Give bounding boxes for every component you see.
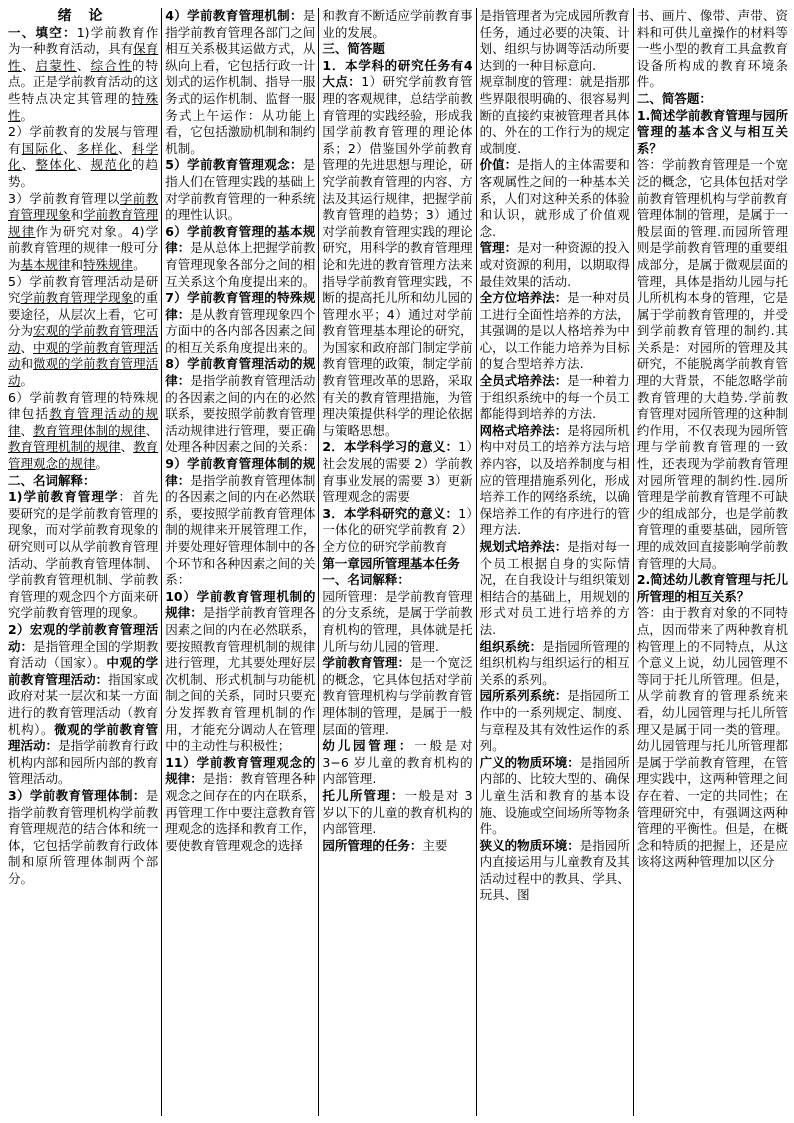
text-run: 答：学前教育管理是一个宽泛的概念，它具体包括对学前教育管理机构与学前教育管理体制的管理，是属于一般层面的管理.而园所管理则是学前教育管理的重要组成部分，是属于微观层面的管理，具体是指幼儿园与托儿所机构本身的管理，它是属于学前教育管理的，并受到学前教育管理的制约.其关系是：对园所的管理及其研究，不能脱离学前教育管理的大背景，不能忽略学前教育管理的大趋势.学前教育管理对园所管理的这种制约作用，不仅表现为园所管理与学前教育管理的一致性，还表现为学前教育管理对园所管理的制约性.园所管理是学前教育管理不可缺少的组成部分，也是学前教育管理的重要基础，园所管理的成效回直接影响学前教育管理的大局。 [636,157,789,571]
answer-blank: 学前教育管理学现象 [20,290,134,306]
text-run: 。 [20,373,34,389]
text-run: 1）一体化的研究学前教育 2）全方位的研究学前教育 [322,505,473,554]
term-label: 3．本学科研究的意义： [322,505,459,521]
paragraph [637,605,788,871]
paragraph [480,290,630,373]
term-label: 学前教育管理： [322,655,411,671]
term-label: 8）学前教育管理活动的规律： [165,356,316,389]
section-heading: 三、简答题 [322,41,385,57]
text-run: 1）社会发展的需要 2）学前教育事业发展的需要 3）更新管理观念的需要 [322,439,473,505]
paragraph [165,8,315,157]
text-run: 、 [21,157,36,173]
text-run: 6）学前教育管理的特殊规律包括 [8,389,159,422]
text-run: 、 [20,339,34,355]
paragraph [480,8,630,74]
paragraph [480,240,630,290]
text-run: 作为研究对象。4)学前教育管理的规律一般可分为 [8,223,159,272]
term-label: 微观的学前教育管理活动： [8,721,159,754]
text-run: 是从总体上把握学前教育管理现象各部分之间的相互关系这个角度提出来的。 [165,240,316,289]
text-run: 3）学前教育管理以 [8,190,120,206]
text-run: 是指管理者为完成园所教育任务，通过必要的决策、计划、组织与协调等活动所要达到的一种目标意向. [479,8,630,73]
text-run: 和 [70,207,84,223]
term-label: 园所管理的任务： [322,837,423,853]
paragraph [480,755,630,838]
term-label: 网格式培养法： [479,422,568,438]
text-run: 是对一种资源的投入或对资源的利用，以期取得最佳效果的活动. [479,240,630,289]
term-label: 1．本学科的研究任务有4大点： [322,57,473,90]
text-run: 是指人的主体需要和客观属性之间的一种基本关系，人们对这种关系的体验和认识，就形成了价值观念. [479,157,630,239]
paragraph [637,157,788,572]
answer-blank: 特殊性 [8,90,159,123]
paragraph [480,688,630,754]
paragraph [322,506,472,556]
column-3 [319,8,476,1116]
text-run: 的重要途径，从层次上看，它可分为 [8,290,159,339]
text-run: 、 [63,140,77,156]
answer-blank: 基本规律 [20,256,71,272]
text-run: 是将园所机构中对员工的培养方法与培养内容，以及培养制度与相应的管理措施系列化，形成培养工作的网络系统，以确保培养工作的有序进行的管理方法. [479,422,630,538]
text-run: 1)学前教育作为一种教育活动，具有 [8,24,159,57]
term-label: 全方位培养法： [479,290,568,306]
term-label: 组织系统： [479,638,543,654]
paragraph [8,274,158,390]
paragraph [8,25,158,125]
paragraph [322,655,472,738]
paragraph [8,191,158,274]
text-run: 是一种着力于组织系统中的每一个员工都能得到培养的方法. [479,373,630,422]
paragraph [165,224,315,290]
term-label: 3）学前教育管理体制： [8,787,146,803]
paragraph [165,456,315,589]
text-run: 1）研究学前教育管理的客观规律，总结学前教育管理的实践经验，形成我国学前教育管理的理论体系；2）借鉴国外学前教育管理的先进思想与理论，研究学前教育管理的内容、方法及其运行规律，把握学前教育管理的趋势；3）通过对学前教育管理实践的理论研究，用科学的教育管理理论和先进的教育管理方法来指导学前教育管理实践，不断的提高托儿所和幼儿园的管理水平；4）通过对学前教育管理基本理论的研究，为国家和政府部门制定学前教育管理的政策，制定学前教育管理改革的思路，采取有关的教育管理措施，为管理决策提供科学的理论依据与策略思想。 [322,74,473,438]
paragraph [165,356,315,456]
term-label: 托儿所管理： [322,787,405,803]
term-label: 管理： [479,240,518,256]
text-run: 。 [133,256,146,272]
text-run: 2）学前教育的发展与管理有 [8,124,159,156]
answer-blank: 教育管理观念的规律 [8,439,159,472]
term-label: 1.简述学前教育管理与园所管理的基本含义与相互关系？ [636,107,789,156]
document-page [5,8,791,1116]
paragraph [322,439,472,505]
text-run: 、 [21,57,36,73]
answer-blank: 教育管理机制的规律 [8,439,121,455]
text-run: 是指园所内直接运用与儿童教育及其活动过程中的教具、学具、玩具、图 [479,837,630,903]
answer-blank: 中观的学前教育管理活动 [8,339,159,372]
paragraph [322,788,472,838]
paragraph [480,74,630,157]
answer-blank: 特殊规律 [83,256,134,272]
term-label: 9）学前教育管理体制的规律： [165,456,316,488]
paragraph [322,8,472,41]
paragraph [165,755,315,855]
text-run: 、 [120,439,134,455]
text-run: 和教育不断适应学前教育事业的发展。 [322,8,473,40]
text-run: 、 [20,422,34,438]
paragraph [322,738,472,788]
paragraph [165,290,315,356]
term-label: 价值： [479,157,518,173]
term-label: 广义的物质环境： [479,754,580,770]
text-run: 是指园所管理的组织机构与组织运行的相互关系的系列。 [479,638,630,687]
term-label: 一、填空： [8,24,77,40]
paragraph [637,8,788,91]
text-run: 是指对每一个员工根据自身的实际情况，在自我设计与组织策划相结合的基础上，用规划的形式对员工进行培养的方法. [479,539,630,637]
text-run: 5）学前教育管理活动是研究 [8,273,159,306]
answer-blank: 教育管理活动的规律 [8,406,159,438]
text-run: 是从教育管理现象四个方面中的各内部各因素之间的相互关系角度提出来的。 [165,306,316,355]
paragraph [8,489,158,622]
paragraph [165,589,315,755]
term-label: 1)学前教育管理学 [8,489,119,505]
term-label: 10）学前教育管理机制的规律： [165,588,316,621]
answer-blank: 教育管理体制的规律 [33,422,146,438]
term-label: 2.简述幼儿教育管理与托儿所管理的相互关系？ [636,572,789,604]
text-run: 是指人们在管理实践的基础上对学前教育管理的一种系统的理性认识。 [165,157,316,223]
text-run: 规章制度的管理：就是指那些界限很明确的、很容易判断的直接约束被管理者具体的、外在的工作行为的规定或制度. [479,74,630,156]
answer-blank: 规范化 [90,157,132,173]
paragraph [322,589,472,655]
term-label: 2）宏观的学前教育管理活动： [8,621,159,654]
paragraph [8,622,158,788]
text-run: 的特点。正是学前教育活动的这些特点决定其管理的 [8,57,159,106]
term-label: 全员式培养法： [479,373,568,389]
paragraph [8,390,158,473]
term-label: 狭义的物质环境： [479,837,580,853]
text-run: 是指园所内部的、比较大型的、确保儿童生活和教育的基本设施、设施或空间场所等物条件。 [479,754,630,837]
term-label: 11）学前教育管理观念的规律： [165,754,316,787]
column-1 [5,8,162,1116]
section-heading: 二、名词解释： [8,472,96,488]
paragraph [480,838,630,904]
term-label: 幼儿园管理： [322,738,415,754]
text-run: 是指学前教育管理活动的各因素之间的内在的必然联系，要按照学前教育管理活动规律进行管理，要正确处理各种因素之间的关系： [165,373,316,455]
term-label: 规划式培养法： [479,539,568,554]
text-run: 一般是对 3−6 岁儿童的教育机构的内部管理. [322,738,473,787]
text-run: 园所管理：是学前教育管理的分支系统，是属于学前教育机构的管理，具体就是托儿所与幼儿园的管理. [322,588,473,654]
paragraph [322,838,472,855]
answer-blank: 科学化 [8,140,159,173]
section-heading: 一、名词解释： [322,572,410,588]
text-run: 是指学前教育行政机构内部和园所内部的教育管理活动。 [8,738,159,787]
answer-blank: 整体化 [35,157,77,173]
text-run: 、 [118,140,132,156]
text-run: 是一个宽泛的概念，它具体包括对学前教育管理机构与学前教育管理体制的管理，是属于一般层面的管理. [322,655,473,737]
text-run: 是一种对员工进行全面性培养的方法，其强调的是以人格培养为中心，以工作能力培养为目标的复合型培养方法. [479,290,630,372]
paragraph [637,108,788,158]
text-run: 是指：教育管理各种观念之间存在的内在联系，再管理工作中要注意教育管理观念的选择和教育工作，要使教育管理观念的选择 [165,771,316,853]
text-run: 的趋势。 [8,157,159,189]
text-run: 是指园所工作中的一系列规定、制度、与章程及其有效性运作的系列。 [479,688,630,754]
text-run: 。 [20,107,34,123]
answer-blank: 保育性 [8,41,159,73]
term-label: 4）学前教育管理机制： [165,8,303,23]
text-run: 是指学前教育管理各因素之间的内在必然联系，要按照教育管理机制的规律进行管理，尤其要处理好层次机制、形式机制与功能机制之间的关系，同时只要充分发挥教育管理机制的作用，才能充分调动人在管理中的主动性与积极性； [165,605,316,754]
text-run: 主要 [422,837,448,853]
answer-blank: 综合性 [90,57,132,73]
paragraph [637,572,788,605]
text-run: 、 [145,422,159,438]
column-5 [634,8,791,1116]
text-run: 指国家或政府对某一层次和某一方面进行的教育管理活动（教育机构）。 [8,671,159,737]
paragraph [8,788,158,888]
paragraph [480,157,630,240]
answer-blank: 宏观的学前教育管理活动 [8,323,159,355]
term-label: 5）学前教育管理观念： [165,157,303,173]
text-run: 是指学前教育管理体制的各因素之间的内在必然联系，要按照学前教育管理体制的规律来开展管理工作，并要处理好管理体制中的各个环节和各种因素之间的关系： [165,472,316,588]
text-run: 是指管理全国的学期教育活动（国家）。 [8,638,159,671]
term-label: 2．本学科学习的意义： [322,439,459,455]
column-2 [162,8,319,1116]
section-heading: 第一章园所管理基本任务 [322,555,460,571]
answer-blank: 微观的学前教育管理活动 [8,356,159,389]
paragraph [480,373,630,423]
answer-blank: 学前教育管理现象 [8,190,159,223]
term-label: 6）学前教育管理的基本规律： [165,223,316,256]
answer-blank: 启蒙性 [35,57,77,73]
text-run: 。 [95,456,109,472]
term-label: 园所系列系统： [479,688,568,704]
paragraph [165,157,315,223]
term-label: 7）学前教育管理的特殊规律： [165,290,316,322]
section-heading: 二、简答题： [636,90,712,106]
text-run: 答：由于教育对象的不同特点，因而带来了两种教育机构管理上的不同特点，从这个意义上说，幼儿园管理不等同于托儿所管理。但是，从学前教育的管理系统来看，幼儿园管理与托儿所管理又是属于同一类的管理。幼儿园管理与托儿所管理都是属于学前教育管理，在管理实践中，这两种管理之间存在着、一定的共同性；在管理研究中，有强调这两种管理的平衡性。但是，在概念和特质的把握上，还是应该将这两种管理加以区分 [636,605,789,870]
text-run: 是指学前教育管理机构学前教育管理规范的结合体和统一体，它包括学前教育行政体制和原所管理体制两个部分。 [8,787,159,886]
column-4 [477,8,634,1116]
paragraph [480,639,630,689]
answer-blank: 学前教育管理规律 [8,207,159,239]
answer-blank: 多样化 [76,140,119,156]
term-label: 中观的学前教育管理活动： [8,655,159,687]
answer-blank: 国际化 [21,140,64,156]
paragraph [322,58,472,440]
text-run: 书、画片、像带、声带、资料和可供儿童操作的材料等一些小型的教育工具盒教育设备所构成的教育环境条件。 [636,8,789,90]
paragraph [480,539,630,639]
text-run: 是指学前教育管理各部门之间相互关系极其运做方式，从纵向上看，它包括行政一计划式的运作机制、指导一服务式的运作机制、监督一服务式上午运作：从功能上看，它包括激励机制和制约机制。 [165,8,316,156]
text-run: 和 [70,256,84,272]
section-title: 绪 论 [57,8,109,24]
text-run: 、 [76,157,91,173]
paragraph [480,423,630,539]
paragraph [8,124,158,190]
text-run: ：首先要研究的是学前教育管理的现象，而对学前教育现象的研究则可以从学前教育管理活动、学前教育管理体制、学前教育管理机制、学前教育管理的观念四个方面来研究学前教育管理的现象。 [8,489,159,621]
text-run: 和 [20,356,34,372]
text-run: 、 [76,57,91,73]
text-run: 一般是对 3 岁以下的儿童的教育机构的内部管理. [322,787,473,837]
